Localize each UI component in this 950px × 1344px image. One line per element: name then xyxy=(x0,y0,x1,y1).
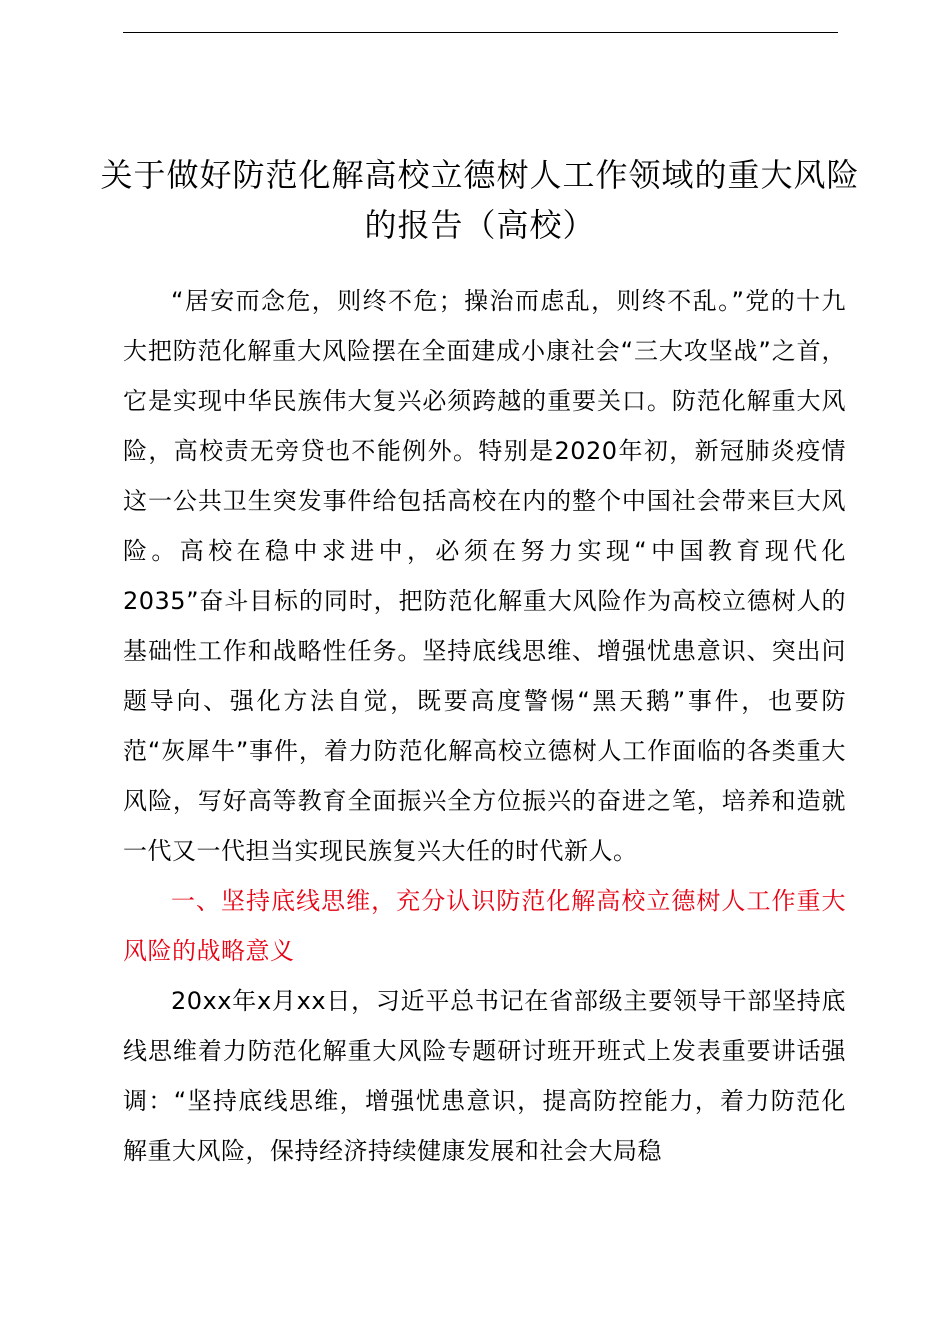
section-heading: 一、坚持底线思维，充分认识防范化解高校立德树人工作重大风险的战略意义 xyxy=(123,887,846,965)
paragraph-body: 20xx年x月xx日，习近平总书记在省部级主要领导干部坚持底线思维着力防范化解重大风险专题研讨班开班式上发表重要讲话强调：“坚持底线思维，增强忧患意识，提高防控能力，着力防范化解重大风险，保持经济持续健康发展和社会大局稳 xyxy=(123,987,846,1165)
header-rule xyxy=(123,32,838,33)
paragraph-intro: “居安而念危，则终不危；操治而虑乱，则终不乱。”党的十九大把防范化解重大风险摆在全面建成小康社会“三大攻坚战”之首，它是实现中华民族伟大复兴必须跨越的重要关口。防范化解重大风险，高校责无旁贷也不能例外。特别是2020年初，新冠肺炎疫情这一公共卫生突发事件给包括高校在内的整个中国社会带来巨大风险。高校在稳中求进中，必须在努力实现“中国教育现代化2035”奋斗目标的同时，把防范化解重大风险作为高校立德树人的基础性工作和战略性任务。坚持底线思维、增强忧患意识、突出问题导向、强化方法自觉，既要高度警惕“黑天鹅”事件，也要防范“灰犀牛”事件，着力防范化解高校立德树人工作面临的各类重大风险，写好高等教育全面振兴全方位振兴的奋进之笔，培养和造就一代又一代担当实现民族复兴大任的时代新人。 xyxy=(123,287,846,865)
document-title: 关于做好防范化解高校立德树人工作领域的重大风险的报告（高校） xyxy=(100,156,860,244)
document-body xyxy=(123,276,846,1176)
